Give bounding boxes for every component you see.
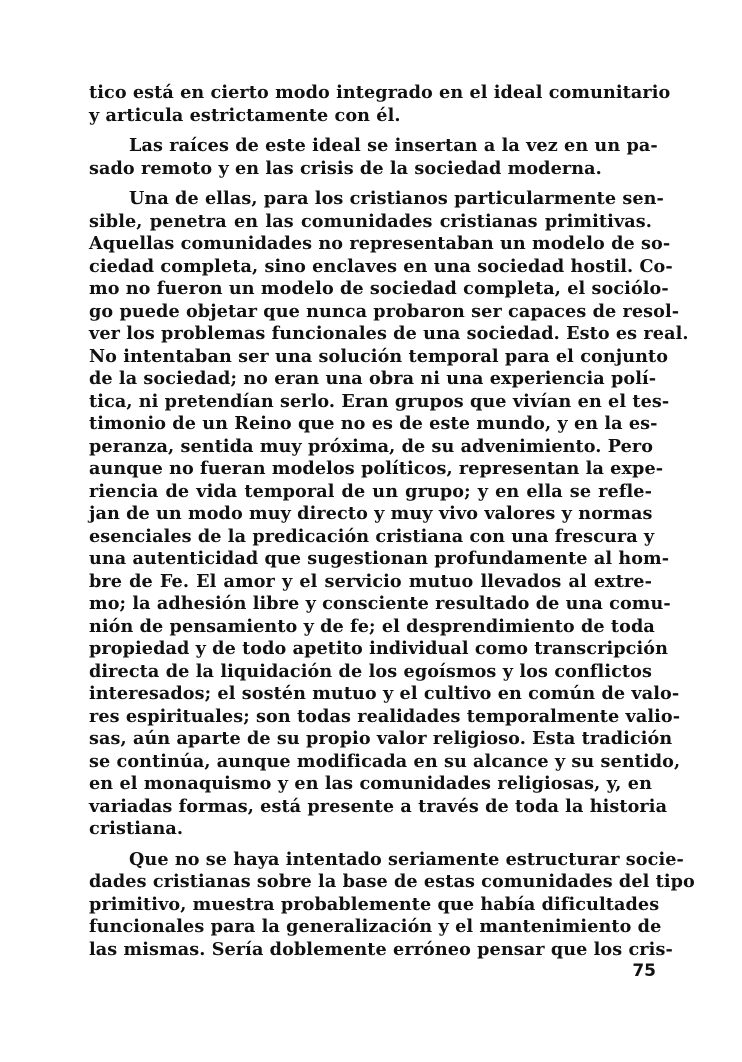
text-line: esenciales de la predicación cristiana con una frescura y	[89, 525, 655, 547]
body-text	[89, 82, 695, 969]
text-line: mo; la adhesión libre y consciente resultado de una comu-	[89, 593, 671, 614]
text-line: las mismas. Sería doblemente erróneo pensar que los cris-	[89, 938, 673, 960]
text-line: go puede objetar que nunca probaron ser capaces de resol-	[89, 300, 680, 322]
text-line: sible, penetra en las comunidades cristianas primitivas.	[89, 210, 652, 232]
text-line: Una de ellas, para los cristianos particularmente sen-	[129, 188, 664, 209]
text-line: tica, ni pretendían serlo. Eran grupos que vivían en el tes-	[89, 390, 670, 412]
text-line: nión de pensamiento y de fe; el desprendimiento de toda	[89, 615, 655, 637]
text-line: una autenticidad que sugestionan profundamente al hom-	[89, 548, 670, 569]
text-line: propiedad y de todo apetito individual como transcripción	[89, 638, 668, 659]
paragraph	[89, 82, 671, 127]
text-line: ciedad completa, sino enclaves en una sociedad hostil. Co-	[89, 255, 673, 277]
text-line: peranza, sentida muy próxima, de su advenimiento. Pero	[89, 435, 654, 457]
text-line: Las raíces de este ideal se insertan a la vez en un pa-	[129, 135, 658, 156]
text-line: sado remoto y en las crisis de la sociedad moderna.	[89, 157, 602, 179]
text-line: riencia de vida temporal de un grupo; y en ella se refle-	[89, 480, 652, 502]
text-line: No intentaban ser una solución temporal para el conjunto	[89, 345, 669, 367]
text-line: y articula estrictamente con él.	[89, 104, 401, 126]
text-line: res espirituales; son todas realidades temporalmente valio-	[89, 705, 681, 727]
text-line: aunque no fueran modelos políticos, representan la expe-	[89, 458, 664, 479]
text-line: funcionales para la generalización y el mantenimiento de	[89, 916, 662, 937]
text-line: interesados; el sostén mutuo y el cultivo en común de valo-	[89, 683, 680, 704]
text-line: sas, aún aparte de su propio valor religioso. Esta tradición	[89, 728, 673, 749]
text-line: bre de Fe. El amor y el servicio mutuo llevados al extre-	[89, 570, 652, 592]
text-line: primitivo, muestra probablemente que había dificultades	[89, 893, 660, 915]
text-line: ver los problemas funcionales de una sociedad. Esto es real.	[89, 323, 689, 344]
text-line: directa de la liquidación de los egoísmos y los conflictos	[89, 660, 652, 682]
text-line: cristiana.	[89, 818, 184, 839]
paragraph	[89, 848, 695, 962]
text-line: jan de un modo muy directo y muy vivo valores y normas	[89, 503, 653, 524]
text-line: en el monaquismo y en las comunidades religiosas, y, en	[89, 773, 652, 794]
paragraph	[89, 135, 658, 180]
text-line: tico está en cierto modo integrado en el ideal comunitario	[89, 82, 671, 103]
text-line: Aquellas comunidades no representaban un modelo de so-	[89, 233, 671, 254]
page-number: 75	[632, 961, 656, 981]
paragraph	[89, 188, 689, 841]
text-line: variadas formas, está presente a través de toda la historia	[89, 795, 668, 817]
text-line: de la sociedad; no eran una obra ni una experiencia polí-	[89, 368, 657, 389]
text-line: dades cristianas sobre la base de estas comunidades del tipo	[89, 871, 695, 892]
text-line: Que no se haya intentado seriamente estructurar socie-	[129, 848, 684, 870]
text-line: timonio de un Reino que no es de este mundo, y en la es-	[89, 413, 658, 434]
text-line: mo no fueron un modelo de sociedad completa, el sociólo-	[89, 278, 669, 299]
text-line: se continúa, aunque modificada en su alcance y su sentido,	[89, 750, 681, 772]
